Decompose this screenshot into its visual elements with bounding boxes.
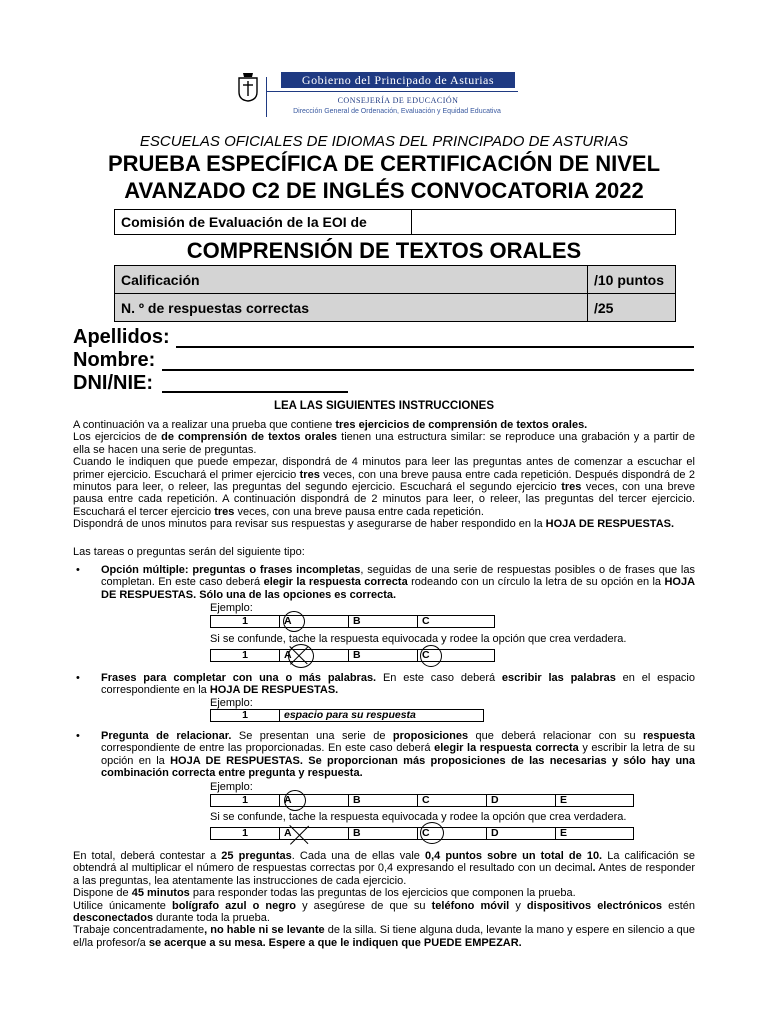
government-banner: Gobierno del Principado de Asturias [281,72,515,88]
instructions-heading: LEA LAS SIGUIENTES INSTRUCCIONES [273,400,494,412]
calificacion-value: /10 puntos [588,266,676,294]
direccion-label: Dirección General de Ordenación, Evaluación y Equidad Educativa [293,108,501,115]
answer-circle [420,645,442,667]
confuse-instruction: Si se confunde, tache la respuesta equivocada y rodee la opción que crea verdadera. [210,633,627,645]
nombre-label: Nombre: [73,349,156,371]
bullet-2: • [76,672,80,684]
option-a[interactable]: A [280,616,349,628]
option-d[interactable]: D [487,828,556,840]
confuse-instruction: Si se confunde, tache la respuesta equivocada y rodee la opción que crea verdadera. [210,811,627,823]
option-b[interactable]: B [349,616,418,628]
answer-circle [420,822,444,844]
section-title: COMPRENSIÓN DE TEXTOS ORALES [186,238,582,263]
answer-space[interactable]: espacio para su respuesta [280,710,484,722]
comision-label: Comisión de Evaluación de la EOI de [115,210,412,235]
option-c[interactable]: C [418,650,495,662]
example-match-table [210,794,634,807]
answer-circle [284,790,306,811]
comision-field[interactable] [412,210,676,235]
option-c[interactable]: C [418,795,487,807]
asturias-coat-of-arms-logo [236,70,260,102]
respuestas-label: N. º de respuestas correctas [115,294,588,322]
example-label: Ejemplo: [210,602,253,614]
example-fill-table [210,709,484,722]
consejeria-label: CONSEJERÍA DE EDUCACIÓN [337,96,459,105]
apellidos-label: Apellidos: [73,326,170,348]
example-label: Ejemplo: [210,781,253,793]
option-c[interactable]: C [418,616,495,628]
apellidos-field[interactable] [176,346,694,348]
option-b[interactable]: B [349,650,418,662]
bullet-1: • [76,564,80,576]
option-e[interactable]: E [556,828,634,840]
option-c[interactable]: C [418,828,487,840]
example-number: 1 [211,795,280,807]
example-number: 1 [211,650,280,662]
option-a[interactable]: A [280,795,349,807]
example-number: 1 [211,710,280,722]
calificacion-label: Calificación [115,266,588,294]
matching-text: Pregunta de relacionar. Se presentan una serie de proposiciones que deberá relacionar con su respuesta correspondiente de entre las proporcionadas. En este caso deberá elegir la respuesta correcta y escribir la letra de su opción en la HOJA DE RESPUESTAS. Se proporcionan más proposiciones de las necesarias y sólo hay una combinación correcta entre pregunta y respuesta. [101,730,695,780]
dni-field[interactable] [162,391,348,393]
respuestas-value: /25 [588,294,676,322]
example-label: Ejemplo: [210,697,253,709]
option-b[interactable]: B [349,828,418,840]
task-types-intro: Las tareas o preguntas serán del siguiente tipo: [73,546,305,558]
dni-label: DNI/NIE: [73,372,153,394]
multiple-choice-text: Opción múltiple: preguntas o frases incompletas, seguidas de una serie de respuestas posibles o de frases que las completan. En este caso deberá elegir la respuesta correcta rodeando con un círculo la letra de su opción en la HOJA DE RESPUESTAS. Sólo una de las opciones es correcta. [101,564,696,601]
option-a[interactable]: A [280,650,349,662]
header-rule [266,91,518,92]
example-mc-corrected-table [210,649,495,662]
grading-table [114,265,676,322]
example-mc-table [210,615,495,628]
option-a[interactable]: A [280,828,349,840]
example-number: 1 [211,616,280,628]
option-d[interactable]: D [487,795,556,807]
exam-title-line2: AVANZADO C2 DE INGLÉS CONVOCATORIA 2022 [124,178,644,203]
fill-in-text: Frases para completar con una o más palabras. En este caso deberá escribir las palabras en el espacio correspondiente en la HOJA DE RESPUESTAS. [101,672,695,697]
instructions-intro: A continuación va a realizar una prueba que contiene tres ejercicios de comprensión de textos orales. Los ejercicios de de comprensión de textos orales tienen una estructura similar: se reproduce una grabación y a partir de ella se hacen una serie de preguntas. Cuando le indiquen que puede empezar, dispondrá de 4 minutos para leer las preguntas antes de comenzar a escuchar el primer ejercicio. Escuchará el primer ejercicio tres veces, con una breve pausa entre cada repetición. Después dispondrá de 2 minutos para leer, o releer, las preguntas del segundo ejercicio. Escuchará el segundo ejercicio tres veces, con una breve pausa entre cada repetición. A continuación dispondrá de 2 minutos para leer, o releer, las preguntas del tercer ejercicio. Escuchará el tercer ejercicio tres veces, con una breve pausa entre cada repetición. Dispondrá de unos minutos para revisar sus respuestas y asegurarse de haber respondido en la HOJA DE RESPUESTAS. [73,419,695,531]
bullet-3: • [76,730,80,742]
nombre-field[interactable] [162,369,694,371]
option-e[interactable]: E [556,795,634,807]
closing-instructions: En total, deberá contestar a 25 preguntas. Cada una de ellas vale 0,4 puntos sobre un total de 10. La calificación se obtendrá al multiplicar el número de respuestas correctas por 0,4 expresando el resultado con un decimal. Antes de responder a las preguntas, lea atentamente las instrucciones de cada ejercicio. Dispone de 45 minutos para responder todas las preguntas de los ejercicios que componen la prueba. Utilice únicamente bolígrafo azul o negro y asegúrese de que su teléfono móvil y dispositivos electrónicos estén desconectados durante toda la prueba. Trabaje concentradamente, no hable ni se levante de la silla. Si tiene alguna duda, levante la mano y espere en silencio a que el/la profesor/a se acerque a su mesa. Espere a que le indiquen que PUEDE EMPEZAR. [73,850,696,949]
exam-title-line1: PRUEBA ESPECÍFICA DE CERTIFICACIÓN DE NIVEL [107,151,661,176]
comision-table [114,209,676,235]
option-b[interactable]: B [349,795,418,807]
example-number: 1 [211,828,280,840]
answer-circle [283,611,305,632]
school-name: ESCUELAS OFICIALES DE IDIOMAS DEL PRINCIPADO DE ASTURIAS [139,133,629,150]
